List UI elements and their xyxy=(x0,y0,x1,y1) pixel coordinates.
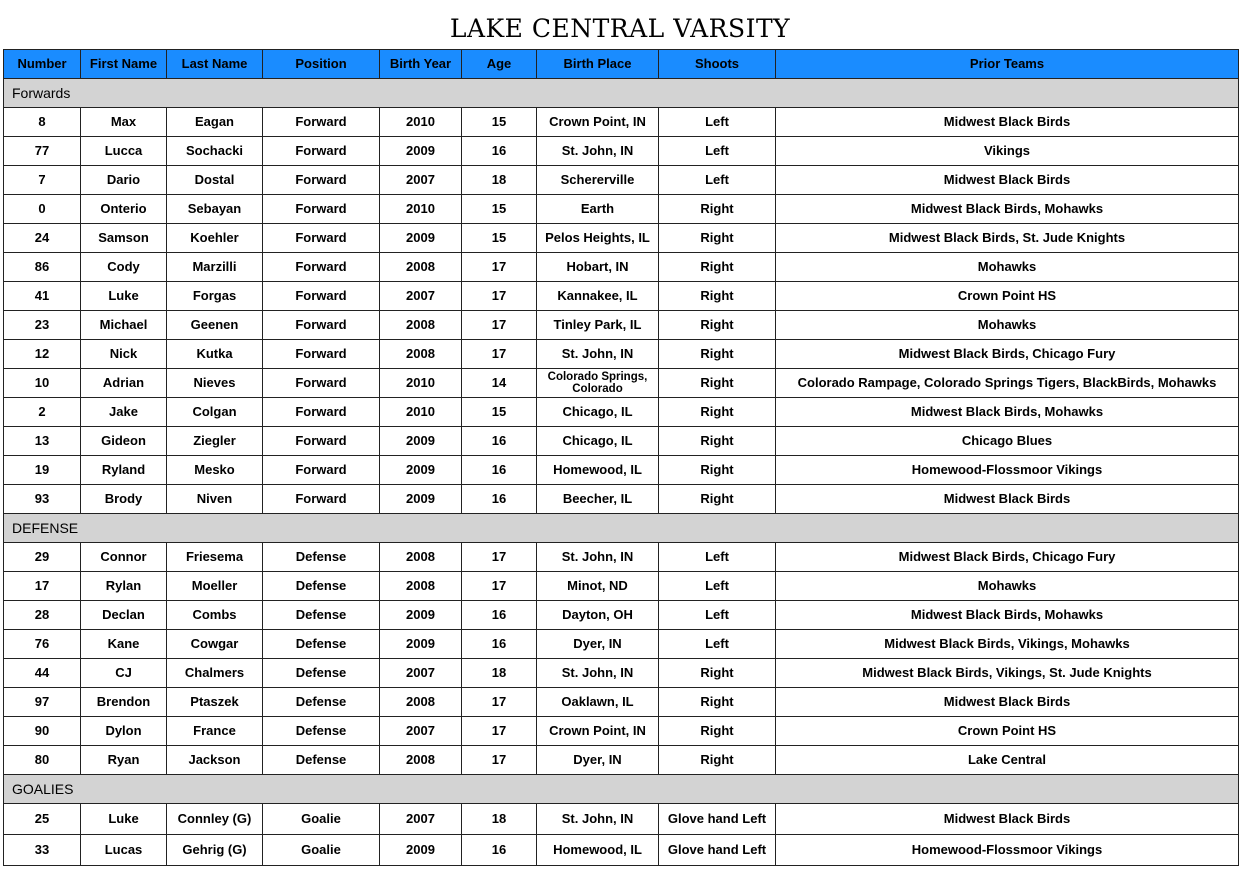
cell-prior-teams: Midwest Black Birds, Chicago Fury xyxy=(776,543,1239,572)
cell-position: Forward xyxy=(263,166,380,195)
cell-age: 16 xyxy=(462,137,537,166)
cell-last-name: Moeller xyxy=(167,572,263,601)
cell-age: 15 xyxy=(462,398,537,427)
cell-birth-year: 2007 xyxy=(380,166,462,195)
table-row xyxy=(4,137,1239,166)
cell-birth-place: Kannakee, IL xyxy=(537,282,659,311)
table-row xyxy=(4,688,1239,717)
table-row xyxy=(4,630,1239,659)
cell-shoots: Right xyxy=(659,253,776,282)
column-header-age: Age xyxy=(462,50,537,79)
cell-birth-place: Beecher, IL xyxy=(537,485,659,514)
cell-position: Forward xyxy=(263,224,380,253)
cell-birth-year: 2009 xyxy=(380,427,462,456)
cell-first-name: Brendon xyxy=(81,688,167,717)
cell-first-name: Luke xyxy=(81,282,167,311)
cell-first-name: Connor xyxy=(81,543,167,572)
cell-shoots: Glove hand Left xyxy=(659,835,776,866)
cell-number: 44 xyxy=(4,659,81,688)
cell-number: 77 xyxy=(4,137,81,166)
cell-position: Defense xyxy=(263,601,380,630)
cell-prior-teams: Midwest Black Birds xyxy=(776,166,1239,195)
cell-prior-teams: Homewood-Flossmoor Vikings xyxy=(776,456,1239,485)
cell-birth-year: 2009 xyxy=(380,601,462,630)
column-header-number: Number xyxy=(4,50,81,79)
cell-birth-place: Oaklawn, IL xyxy=(537,688,659,717)
cell-age: 15 xyxy=(462,108,537,137)
table-row xyxy=(4,543,1239,572)
cell-age: 17 xyxy=(462,282,537,311)
cell-birth-year: 2010 xyxy=(380,369,462,398)
cell-birth-year: 2007 xyxy=(380,804,462,835)
cell-prior-teams: Chicago Blues xyxy=(776,427,1239,456)
cell-age: 15 xyxy=(462,195,537,224)
cell-age: 16 xyxy=(462,835,537,866)
cell-last-name: France xyxy=(167,717,263,746)
cell-prior-teams: Midwest Black Birds xyxy=(776,804,1239,835)
cell-first-name: Ryan xyxy=(81,746,167,775)
cell-last-name: Jackson xyxy=(167,746,263,775)
cell-first-name: Rylan xyxy=(81,572,167,601)
cell-birth-year: 2008 xyxy=(380,572,462,601)
cell-age: 16 xyxy=(462,630,537,659)
cell-first-name: Michael xyxy=(81,311,167,340)
table-row xyxy=(4,195,1239,224)
cell-age: 17 xyxy=(462,543,537,572)
cell-birth-place: St. John, IN xyxy=(537,137,659,166)
cell-shoots: Right xyxy=(659,311,776,340)
cell-number: 8 xyxy=(4,108,81,137)
table-row xyxy=(4,340,1239,369)
cell-age: 18 xyxy=(462,166,537,195)
cell-first-name: Onterio xyxy=(81,195,167,224)
cell-prior-teams: Midwest Black Birds, Vikings, Mohawks xyxy=(776,630,1239,659)
cell-shoots: Right xyxy=(659,369,776,398)
cell-position: Defense xyxy=(263,630,380,659)
column-header-first-name: First Name xyxy=(81,50,167,79)
table-row xyxy=(4,717,1239,746)
cell-first-name: Max xyxy=(81,108,167,137)
cell-prior-teams: Midwest Black Birds xyxy=(776,108,1239,137)
column-header-birth-year: Birth Year xyxy=(380,50,462,79)
section-row xyxy=(4,775,1239,804)
cell-number: 7 xyxy=(4,166,81,195)
cell-number: 12 xyxy=(4,340,81,369)
cell-shoots: Left xyxy=(659,543,776,572)
cell-last-name: Colgan xyxy=(167,398,263,427)
cell-prior-teams: Colorado Rampage, Colorado Springs Tigers, BlackBirds, Mohawks xyxy=(776,369,1239,398)
cell-position: Forward xyxy=(263,456,380,485)
cell-shoots: Right xyxy=(659,456,776,485)
roster-table xyxy=(3,49,1239,866)
cell-first-name: Dario xyxy=(81,166,167,195)
cell-birth-place: Colorado Springs, Colorado xyxy=(537,369,659,398)
cell-prior-teams: Midwest Black Birds, Vikings, St. Jude Knights xyxy=(776,659,1239,688)
cell-number: 24 xyxy=(4,224,81,253)
cell-shoots: Right xyxy=(659,282,776,311)
header-row xyxy=(4,50,1239,79)
cell-prior-teams: Midwest Black Birds xyxy=(776,688,1239,717)
cell-age: 17 xyxy=(462,746,537,775)
cell-last-name: Sochacki xyxy=(167,137,263,166)
cell-number: 76 xyxy=(4,630,81,659)
cell-age: 18 xyxy=(462,659,537,688)
table-row xyxy=(4,659,1239,688)
table-row xyxy=(4,456,1239,485)
section-label: DEFENSE xyxy=(4,514,1239,543)
cell-birth-year: 2009 xyxy=(380,835,462,866)
cell-birth-year: 2008 xyxy=(380,340,462,369)
table-row xyxy=(4,108,1239,137)
section-label: GOALIES xyxy=(4,775,1239,804)
cell-birth-place: Earth xyxy=(537,195,659,224)
cell-shoots: Right xyxy=(659,427,776,456)
cell-first-name: Ryland xyxy=(81,456,167,485)
cell-number: 90 xyxy=(4,717,81,746)
cell-prior-teams: Mohawks xyxy=(776,572,1239,601)
cell-last-name: Connley (G) xyxy=(167,804,263,835)
cell-birth-place: Homewood, IL xyxy=(537,456,659,485)
cell-birth-place: Chicago, IL xyxy=(537,427,659,456)
cell-shoots: Right xyxy=(659,746,776,775)
cell-last-name: Cowgar xyxy=(167,630,263,659)
cell-position: Goalie xyxy=(263,835,380,866)
cell-first-name: Declan xyxy=(81,601,167,630)
table-row xyxy=(4,166,1239,195)
cell-position: Goalie xyxy=(263,804,380,835)
cell-number: 13 xyxy=(4,427,81,456)
cell-birth-place: Pelos Heights, IL xyxy=(537,224,659,253)
page-title: LAKE CENTRAL VARSITY xyxy=(449,14,791,43)
cell-first-name: Nick xyxy=(81,340,167,369)
cell-birth-place: Homewood, IL xyxy=(537,835,659,866)
cell-prior-teams: Midwest Black Birds, Chicago Fury xyxy=(776,340,1239,369)
cell-first-name: Lucas xyxy=(81,835,167,866)
cell-shoots: Right xyxy=(659,717,776,746)
cell-number: 41 xyxy=(4,282,81,311)
cell-position: Forward xyxy=(263,485,380,514)
table-row xyxy=(4,804,1239,835)
cell-shoots: Left xyxy=(659,601,776,630)
cell-position: Defense xyxy=(263,572,380,601)
cell-shoots: Left xyxy=(659,630,776,659)
cell-last-name: Marzilli xyxy=(167,253,263,282)
cell-birth-year: 2009 xyxy=(380,137,462,166)
cell-birth-year: 2007 xyxy=(380,659,462,688)
table-row xyxy=(4,311,1239,340)
table-row xyxy=(4,282,1239,311)
cell-first-name: Luke xyxy=(81,804,167,835)
cell-position: Forward xyxy=(263,398,380,427)
cell-position: Defense xyxy=(263,717,380,746)
cell-birth-place: Schererville xyxy=(537,166,659,195)
cell-first-name: Dylon xyxy=(81,717,167,746)
cell-shoots: Left xyxy=(659,572,776,601)
table-row xyxy=(4,572,1239,601)
cell-prior-teams: Crown Point HS xyxy=(776,282,1239,311)
cell-birth-place: Dayton, OH xyxy=(537,601,659,630)
cell-shoots: Left xyxy=(659,137,776,166)
cell-last-name: Koehler xyxy=(167,224,263,253)
cell-number: 29 xyxy=(4,543,81,572)
cell-shoots: Right xyxy=(659,224,776,253)
cell-prior-teams: Vikings xyxy=(776,137,1239,166)
cell-age: 17 xyxy=(462,572,537,601)
section-row xyxy=(4,514,1239,543)
cell-shoots: Right xyxy=(659,659,776,688)
cell-last-name: Chalmers xyxy=(167,659,263,688)
cell-number: 2 xyxy=(4,398,81,427)
cell-shoots: Right xyxy=(659,195,776,224)
cell-number: 17 xyxy=(4,572,81,601)
cell-first-name: Brody xyxy=(81,485,167,514)
cell-position: Defense xyxy=(263,543,380,572)
cell-birth-place: Minot, ND xyxy=(537,572,659,601)
cell-prior-teams: Homewood-Flossmoor Vikings xyxy=(776,835,1239,866)
cell-birth-year: 2009 xyxy=(380,456,462,485)
cell-number: 28 xyxy=(4,601,81,630)
cell-birth-place: Chicago, IL xyxy=(537,398,659,427)
cell-number: 0 xyxy=(4,195,81,224)
cell-last-name: Ziegler xyxy=(167,427,263,456)
column-header-last-name: Last Name xyxy=(167,50,263,79)
cell-shoots: Right xyxy=(659,398,776,427)
cell-prior-teams: Mohawks xyxy=(776,311,1239,340)
cell-position: Forward xyxy=(263,282,380,311)
table-row xyxy=(4,369,1239,398)
cell-birth-place: St. John, IN xyxy=(537,340,659,369)
cell-birth-year: 2008 xyxy=(380,253,462,282)
cell-last-name: Forgas xyxy=(167,282,263,311)
cell-age: 17 xyxy=(462,340,537,369)
cell-number: 80 xyxy=(4,746,81,775)
cell-first-name: Kane xyxy=(81,630,167,659)
cell-prior-teams: Midwest Black Birds, Mohawks xyxy=(776,398,1239,427)
cell-age: 18 xyxy=(462,804,537,835)
cell-birth-year: 2010 xyxy=(380,195,462,224)
cell-first-name: Samson xyxy=(81,224,167,253)
table-row xyxy=(4,253,1239,282)
table-row xyxy=(4,224,1239,253)
cell-birth-year: 2009 xyxy=(380,224,462,253)
cell-age: 16 xyxy=(462,427,537,456)
cell-position: Forward xyxy=(263,137,380,166)
cell-age: 16 xyxy=(462,485,537,514)
section-row xyxy=(4,79,1239,108)
cell-last-name: Friesema xyxy=(167,543,263,572)
column-header-prior-teams: Prior Teams xyxy=(776,50,1239,79)
cell-last-name: Mesko xyxy=(167,456,263,485)
cell-last-name: Gehrig (G) xyxy=(167,835,263,866)
cell-birth-year: 2007 xyxy=(380,282,462,311)
cell-position: Forward xyxy=(263,340,380,369)
cell-birth-place: Dyer, IN xyxy=(537,630,659,659)
cell-number: 86 xyxy=(4,253,81,282)
cell-position: Forward xyxy=(263,253,380,282)
cell-position: Forward xyxy=(263,369,380,398)
column-header-position: Position xyxy=(263,50,380,79)
cell-first-name: Cody xyxy=(81,253,167,282)
cell-birth-year: 2010 xyxy=(380,108,462,137)
cell-shoots: Left xyxy=(659,166,776,195)
cell-position: Forward xyxy=(263,195,380,224)
cell-last-name: Kutka xyxy=(167,340,263,369)
cell-birth-year: 2008 xyxy=(380,543,462,572)
table-row xyxy=(4,835,1239,866)
cell-position: Defense xyxy=(263,746,380,775)
cell-number: 23 xyxy=(4,311,81,340)
cell-position: Forward xyxy=(263,427,380,456)
cell-birth-year: 2008 xyxy=(380,746,462,775)
table-row xyxy=(4,746,1239,775)
cell-shoots: Glove hand Left xyxy=(659,804,776,835)
cell-shoots: Right xyxy=(659,485,776,514)
cell-birth-place: Crown Point, IN xyxy=(537,717,659,746)
column-header-shoots: Shoots xyxy=(659,50,776,79)
cell-birth-year: 2008 xyxy=(380,311,462,340)
cell-last-name: Eagan xyxy=(167,108,263,137)
cell-birth-place: St. John, IN xyxy=(537,543,659,572)
cell-prior-teams: Midwest Black Birds, Mohawks xyxy=(776,601,1239,630)
cell-birth-place: St. John, IN xyxy=(537,659,659,688)
cell-last-name: Geenen xyxy=(167,311,263,340)
cell-last-name: Combs xyxy=(167,601,263,630)
cell-age: 17 xyxy=(462,311,537,340)
cell-birth-place: Crown Point, IN xyxy=(537,108,659,137)
cell-last-name: Niven xyxy=(167,485,263,514)
cell-last-name: Dostal xyxy=(167,166,263,195)
table-row xyxy=(4,427,1239,456)
cell-position: Defense xyxy=(263,688,380,717)
cell-first-name: Adrian xyxy=(81,369,167,398)
cell-birth-place: Tinley Park, IL xyxy=(537,311,659,340)
cell-shoots: Right xyxy=(659,340,776,369)
cell-prior-teams: Mohawks xyxy=(776,253,1239,282)
cell-age: 17 xyxy=(462,717,537,746)
cell-last-name: Ptaszek xyxy=(167,688,263,717)
table-row xyxy=(4,485,1239,514)
cell-age: 16 xyxy=(462,456,537,485)
cell-number: 93 xyxy=(4,485,81,514)
cell-birth-year: 2008 xyxy=(380,688,462,717)
cell-number: 97 xyxy=(4,688,81,717)
cell-first-name: CJ xyxy=(81,659,167,688)
cell-last-name: Sebayan xyxy=(167,195,263,224)
cell-first-name: Jake xyxy=(81,398,167,427)
cell-age: 14 xyxy=(462,369,537,398)
cell-prior-teams: Crown Point HS xyxy=(776,717,1239,746)
cell-birth-place: St. John, IN xyxy=(537,804,659,835)
cell-position: Forward xyxy=(263,108,380,137)
cell-last-name: Nieves xyxy=(167,369,263,398)
cell-birth-year: 2010 xyxy=(380,398,462,427)
cell-age: 17 xyxy=(462,253,537,282)
cell-shoots: Left xyxy=(659,108,776,137)
cell-position: Defense xyxy=(263,659,380,688)
cell-age: 17 xyxy=(462,688,537,717)
cell-position: Forward xyxy=(263,311,380,340)
table-row xyxy=(4,601,1239,630)
cell-birth-year: 2009 xyxy=(380,630,462,659)
cell-shoots: Right xyxy=(659,688,776,717)
cell-number: 25 xyxy=(4,804,81,835)
cell-prior-teams: Midwest Black Birds, St. Jude Knights xyxy=(776,224,1239,253)
cell-birth-place: Dyer, IN xyxy=(537,746,659,775)
cell-prior-teams: Midwest Black Birds xyxy=(776,485,1239,514)
table-row xyxy=(4,398,1239,427)
cell-birth-place: Hobart, IN xyxy=(537,253,659,282)
cell-age: 15 xyxy=(462,224,537,253)
cell-number: 33 xyxy=(4,835,81,866)
cell-number: 19 xyxy=(4,456,81,485)
cell-first-name: Lucca xyxy=(81,137,167,166)
cell-age: 16 xyxy=(462,601,537,630)
cell-prior-teams: Lake Central xyxy=(776,746,1239,775)
cell-birth-year: 2009 xyxy=(380,485,462,514)
column-header-birth-place: Birth Place xyxy=(537,50,659,79)
cell-first-name: Gideon xyxy=(81,427,167,456)
cell-prior-teams: Midwest Black Birds, Mohawks xyxy=(776,195,1239,224)
cell-number: 10 xyxy=(4,369,81,398)
cell-birth-year: 2007 xyxy=(380,717,462,746)
section-label: Forwards xyxy=(4,79,1239,108)
